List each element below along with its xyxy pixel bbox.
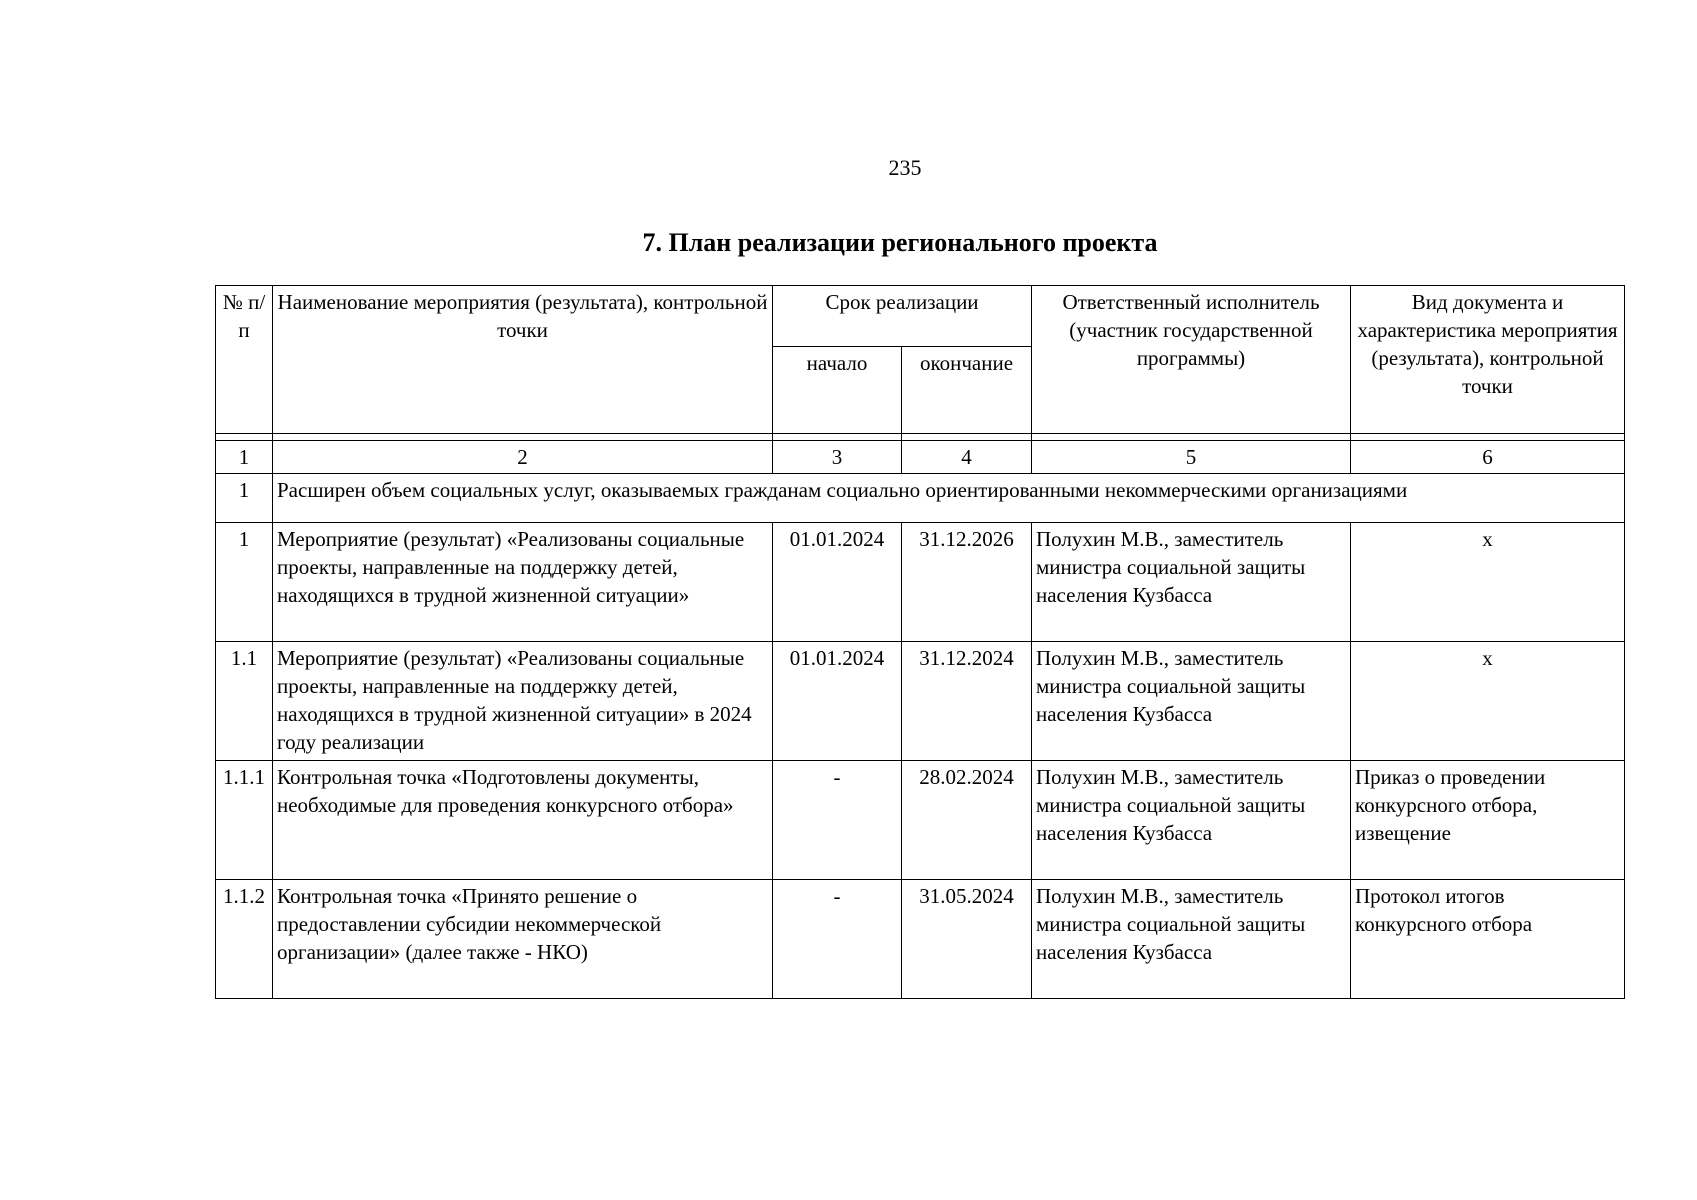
column-number: 4 — [902, 441, 1032, 474]
column-number-row — [216, 441, 1625, 474]
header-gap — [216, 434, 1625, 441]
row-doc: х — [1351, 523, 1625, 642]
column-number: 6 — [1351, 441, 1625, 474]
row-name: Мероприятие (результат) «Реализованы социальные проекты, направленные на поддержку детей, находящихся в трудной жизненной ситуации» — [273, 523, 773, 642]
header-end: окончание — [902, 347, 1032, 434]
section-text: Расширен объем социальных услуг, оказываемых гражданам социально ориентированными некоммерческими организациями — [273, 474, 1625, 523]
row-num: 1.1.2 — [216, 880, 273, 999]
row-name: Мероприятие (результат) «Реализованы социальные проекты, направленные на поддержку детей, находящихся в трудной жизненной ситуации» в 2024 году реализации — [273, 642, 773, 761]
row-num: 1 — [216, 523, 273, 642]
row-doc: х — [1351, 642, 1625, 761]
table-row — [216, 523, 1625, 642]
row-end: 31.05.2024 — [902, 880, 1032, 999]
column-number: 3 — [773, 441, 902, 474]
row-responsible: Полухин М.В., заместитель министра социальной защиты населения Кузбасса — [1032, 880, 1351, 999]
row-responsible: Полухин М.В., заместитель министра социальной защиты населения Кузбасса — [1032, 761, 1351, 880]
column-number: 5 — [1032, 441, 1351, 474]
row-start: 01.01.2024 — [773, 642, 902, 761]
row-doc: Протокол итогов конкурсного отбора — [1351, 880, 1625, 999]
row-responsible: Полухин М.В., заместитель министра социальной защиты населения Кузбасса — [1032, 523, 1351, 642]
row-start: - — [773, 880, 902, 999]
header-row — [216, 286, 1625, 347]
header-num: № п/п — [216, 286, 273, 434]
row-num: 1.1 — [216, 642, 273, 761]
row-name: Контрольная точка «Принято решение о предоставлении субсидии некоммерческой организации» (далее также - НКО) — [273, 880, 773, 999]
header-doc-type: Вид документа и характеристика мероприятия (результата), контрольной точки — [1351, 286, 1625, 434]
header-period: Срок реализации — [773, 286, 1032, 347]
section-row — [216, 474, 1625, 523]
header-start: начало — [773, 347, 902, 434]
row-start: 01.01.2024 — [773, 523, 902, 642]
table-row — [216, 880, 1625, 999]
row-end: 28.02.2024 — [902, 761, 1032, 880]
row-end: 31.12.2026 — [902, 523, 1032, 642]
row-name: Контрольная точка «Подготовлены документы, необходимые для проведения конкурсного отбора» — [273, 761, 773, 880]
header-responsible: Ответственный исполнитель (участник государственной программы) — [1032, 286, 1351, 434]
row-end: 31.12.2024 — [902, 642, 1032, 761]
row-doc: Приказ о проведении конкурсного отбора, извещение — [1351, 761, 1625, 880]
row-start: - — [773, 761, 902, 880]
row-num: 1.1.1 — [216, 761, 273, 880]
page-number: 235 — [888, 155, 922, 180]
column-number: 2 — [273, 441, 773, 474]
plan-table — [215, 285, 1625, 999]
column-number: 1 — [216, 441, 273, 474]
table-row — [216, 642, 1625, 761]
row-responsible: Полухин М.В., заместитель министра социальной защиты населения Кузбасса — [1032, 642, 1351, 761]
header-name: Наименование мероприятия (результата), контрольной точки — [273, 286, 773, 434]
table-row — [216, 761, 1625, 880]
section-num: 1 — [216, 474, 273, 523]
section-title: 7. План реализации регионального проекта — [642, 228, 1158, 257]
